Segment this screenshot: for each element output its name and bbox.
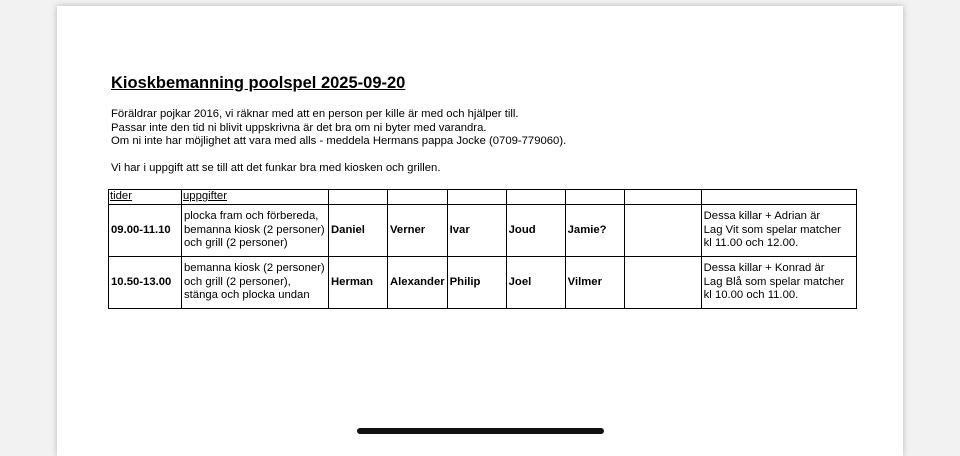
note-cell: Dessa killar + Konrad är Lag Blå som spelar matcher kl 10.00 och 11.00. [701,257,856,309]
paragraph-gap [111,149,566,163]
header-cell [388,190,448,205]
person-cell: Alexander [388,257,448,309]
intro-line: Passar inte den tid ni blivit uppskrivna är det bra om ni byter med varandra. [111,121,487,134]
note-cell: Dessa killar + Adrian är Lag Vit som spelar matcher kl 11.00 och 12.00. [701,205,856,257]
header-cell-tider: tider [109,190,182,205]
header-cell [565,190,624,205]
header-cell [624,190,701,205]
header-cell [506,190,565,205]
person-cell: Joel [506,257,565,309]
document-title: Kioskbemanning poolspel 2025-09-20 [111,74,406,92]
time-cell: 10.50-13.00 [109,257,182,309]
tasks-cell: bemanna kiosk (2 personer) och grill (2 personer), stänga och plocka undan [182,257,329,309]
person-cell: Daniel [329,205,388,257]
intro-text [111,108,566,176]
person-cell: Verner [388,205,448,257]
header-cell [447,190,506,205]
task-note: Vi har i uppgift att se till att det funkar bra med kiosken och grillen. [111,162,441,175]
header-cell [329,190,388,205]
empty-cell [624,257,701,309]
table-header-row [109,190,857,205]
person-cell: Vilmer [565,257,624,309]
person-cell: Jamie? [565,205,624,257]
header-cell [701,190,856,205]
tasks-cell: plocka fram och förbereda, bemanna kiosk (2 personer) och grill (2 personer) [182,205,329,257]
schedule-table [108,189,857,309]
document-page [57,6,903,456]
time-cell: 09.00-11.10 [109,205,182,257]
home-indicator-bar[interactable] [357,428,604,434]
person-cell: Ivar [447,205,506,257]
table-row [109,257,857,309]
person-cell: Joud [506,205,565,257]
intro-line: Föräldrar pojkar 2016, vi räknar med att en person per kille är med och hjälper till. [111,108,519,120]
table-row [109,205,857,257]
intro-line: Om ni inte har möjlighet att vara med alls - meddela Hermans pappa Jocke (0709-779060). [111,135,567,148]
person-cell: Philip [447,257,506,309]
person-cell: Herman [329,257,388,309]
empty-cell [624,205,701,257]
header-cell-uppgifter: uppgifter [182,190,329,205]
